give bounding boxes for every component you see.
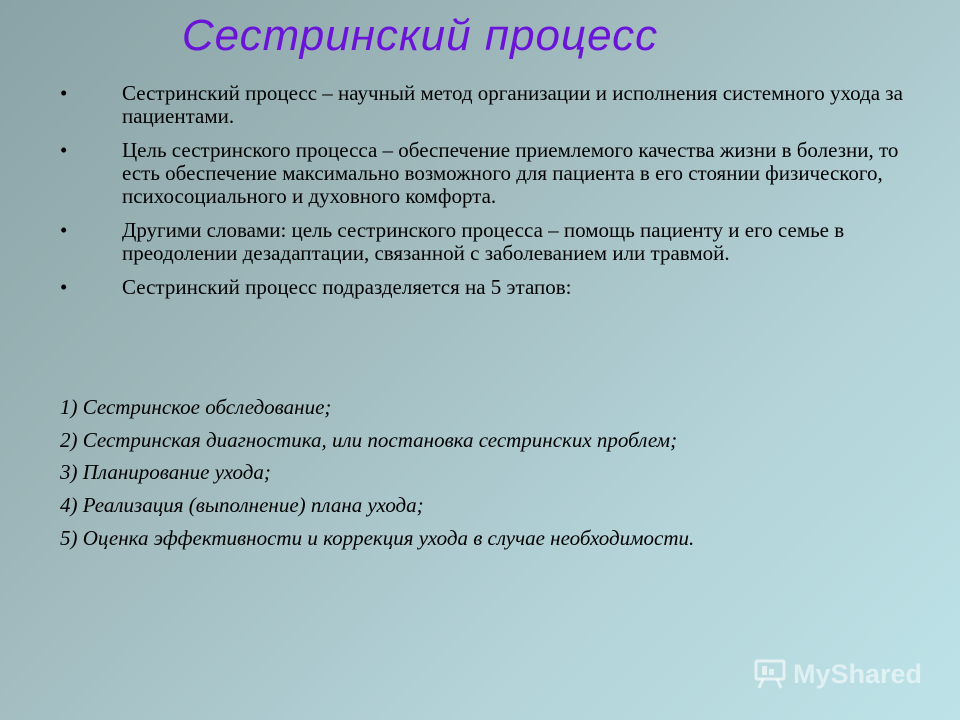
stage-list [60, 396, 940, 559]
bullet-text: Сестринский процесс – научный метод организации и исполнения системного ухода за пациентами. [122, 81, 903, 128]
bullet-marker: • [60, 218, 68, 242]
presentation-board-icon [753, 659, 787, 689]
stage-item: 5) Оценка эффективности и коррекция ухода в случае необходимости. [60, 525, 695, 550]
bullet-item [60, 139, 910, 208]
bullet-marker: • [60, 275, 68, 299]
bullet-marker: • [60, 138, 68, 162]
bullet-item [60, 82, 910, 128]
stage-item: 3) Планирование ухода; [60, 460, 271, 485]
bullet-marker: • [60, 81, 68, 105]
bullet-item [60, 219, 910, 265]
bullet-list [60, 82, 910, 310]
watermark-logo [753, 658, 922, 690]
slide-title: Сестринский процесс [181, 11, 659, 60]
watermark-text: MyShared [792, 658, 922, 689]
stage-item: 2) Сестринская диагностика, или постановка сестринских проблем; [60, 427, 678, 452]
stage-item: 1) Сестринское обследование; [60, 395, 332, 419]
bullet-text: Цель сестринского процесса – обеспечение приемлемого качества жизни в болезни, то есть обеспечение максимально возможного для пациента в его стоянии физического, психосоциального и духовного комфорта. [122, 138, 899, 208]
bullet-text: Другими словами: цель сестринского процесса – помощь пациенту и его семье в преодолении дезадаптации, связанной с заболеванием или травмой. [122, 218, 845, 265]
bullet-text: Сестринский процесс подразделяется на 5 этапов: [122, 275, 572, 299]
stage-item: 4) Реализация (выполнение) плана ухода; [60, 493, 424, 518]
bullet-item [60, 276, 910, 299]
